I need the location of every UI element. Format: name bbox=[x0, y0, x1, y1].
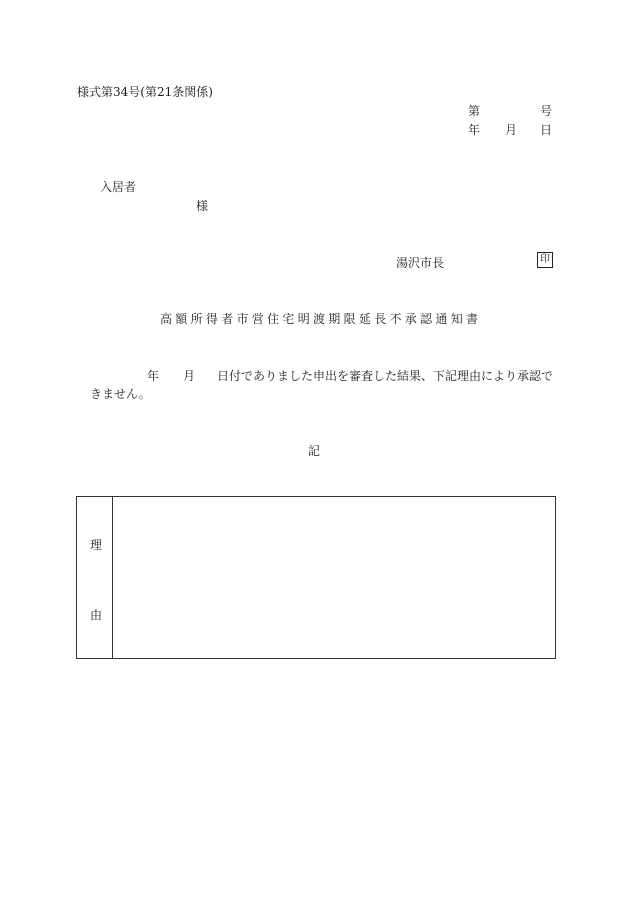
date-day-label: 日 bbox=[540, 123, 553, 137]
document-title: 高額所得者市営住宅明渡期限延長不承認通知書 bbox=[160, 312, 482, 326]
body-month-label: 月 bbox=[183, 369, 196, 383]
body-text-line-1 bbox=[147, 370, 553, 382]
date-year-label: 年 bbox=[468, 123, 481, 137]
seal-mark: 印 bbox=[537, 252, 553, 268]
issuer-name: 湯沢市長 bbox=[396, 256, 445, 270]
body-year-label: 年 bbox=[147, 369, 160, 383]
ki-heading: 記 bbox=[308, 444, 321, 458]
reason-content-cell bbox=[113, 497, 556, 659]
reason-label-char-2: 由 bbox=[90, 608, 103, 622]
recipient-label: 入居者 bbox=[100, 180, 137, 194]
reason-label-char-1: 理 bbox=[90, 538, 103, 552]
recipient-honorific: 様 bbox=[196, 199, 209, 213]
document-number-suffix: 号 bbox=[540, 104, 553, 118]
reason-label-cell bbox=[77, 497, 113, 659]
date-month-label: 月 bbox=[505, 123, 518, 137]
document-number-label: 第 bbox=[468, 104, 481, 118]
form-number: 様式第34号(第21条関係) bbox=[77, 85, 213, 99]
body-text-line-2: きません。 bbox=[90, 387, 151, 401]
reason-table bbox=[76, 496, 556, 659]
body-line-1-text: 日付でありました申出を審査した結果、下記理由により承認で bbox=[217, 369, 554, 383]
